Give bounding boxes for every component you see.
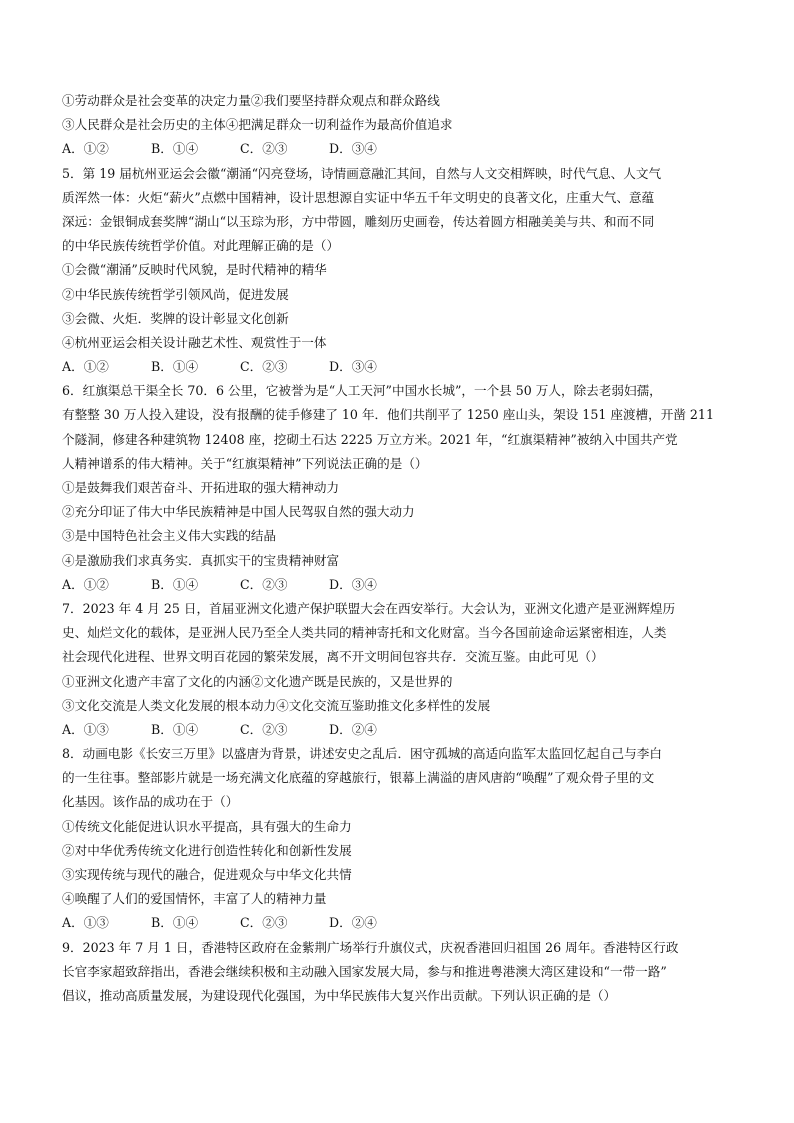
answer-choices — [62, 137, 734, 161]
question-stem-line: 的一生往事。整部影片就是一场充满文化底蕴的穿越旅行，银幕上满溢的唐风唐韵“唤醒”了观众骨子里的文 — [62, 770, 655, 786]
question-stem-line: 史、灿烂文化的载体，是亚洲人民乃至全人类共同的精神寄托和文化财富。当今各国前途命运紧密相连，人类 — [62, 625, 667, 641]
choice-d: D．②④ — [329, 721, 377, 737]
question-7 — [62, 597, 734, 742]
choice-c: C．②③ — [240, 721, 288, 737]
question-stem-line: 深远：金银铜成套奖牌“湖山“以玉琮为形，方中带圆，雕刻历史画卷，传达着圆方相融美美与共、和而不同 — [62, 213, 655, 229]
option-line: ③文化交流是人类文化发展的根本动力④文化交流互鉴助推文化多样性的发展 — [62, 697, 491, 713]
choice-d: D．③④ — [329, 141, 377, 157]
choice-d: D．③④ — [329, 359, 377, 375]
option-line: ④杭州亚运会相关设计融艺术性、观赏性于一体 — [62, 334, 327, 350]
choice-a: A．①② — [62, 141, 109, 157]
question-6 — [62, 379, 734, 597]
option-line: ①会微“潮涌”反映时代风貌，是时代精神的精华 — [62, 262, 327, 278]
question-8 — [62, 742, 734, 936]
answer-choices — [62, 355, 734, 379]
option-line: ①传统文化能促进认识水平提高，具有强大的生命力 — [62, 818, 352, 834]
choice-a: A．①③ — [62, 915, 109, 931]
option-line: ①劳动群众是社会变革的决定力量②我们要坚持群众观点和群众路线 — [62, 93, 440, 108]
question-stem-line: 8．动画电影《长安三万里》以盛唐为背景，讲述安史之乱后．困守孤城的高适向监军太监回忆起自己与李白 — [62, 746, 662, 762]
question-stem-line: 个隧洞，修建各种建筑物 12408 座，挖砌土石达 2225 万立方米。2021 年，“红旗渠精神”被纳入中国共产党 — [62, 431, 678, 447]
question-5 — [62, 162, 734, 380]
question-stem-line: 9．2023 年 7 月 1 日，香港特区政府在金紫荆广场举行升旗仪式，庆祝香港回归祖国 26 周年。香港特区行政 — [62, 939, 679, 955]
choice-a: A．①③ — [62, 721, 109, 737]
choice-a: A．①② — [62, 576, 109, 592]
question-stem-line: 有整整 30 万人投入建设，没有报酬的徒手修建了 10 年．他们共削平了 1250 座山头，架设 151 座渡槽，开凿 211 — [62, 407, 714, 423]
option-line: ①亚洲文化遗产丰富了文化的内涵②文化遗产既是民族的，又是世界的 — [62, 673, 453, 689]
question-stem-line: 5．第 19 届杭州亚运会会徽“潮涌“闪亮登场，诗情画意融汇其间，自然与人文交相辉映，时代气息、人文气 — [62, 165, 662, 181]
option-line: ②对中华优秀传统文化进行创造性转化和创新性发展 — [62, 842, 352, 858]
page-content — [62, 89, 734, 1008]
choice-d: D．②④ — [329, 915, 377, 931]
choice-b: B．①④ — [151, 915, 199, 931]
choice-c: C．②③ — [240, 141, 288, 157]
option-line: ②中华民族传统哲学引领风尚，促进发展 — [62, 286, 289, 302]
choice-d: D．③④ — [329, 576, 377, 592]
choice-b: B．①④ — [151, 141, 199, 157]
option-line: ③是中国特色社会主义伟大实践的结晶 — [62, 528, 277, 544]
option-line: ④是激励我们求真务实．真抓实干的宝贵精神财富 — [62, 552, 340, 568]
question-stem-line: 化基因。该作品的成功在于（） — [62, 794, 239, 810]
choice-b: B．①④ — [151, 359, 199, 375]
option-line: ③会微、火炬．奖牌的设计彰显文化创新 — [62, 310, 289, 326]
answer-choices — [62, 573, 734, 597]
option-line: ③人民群众是社会历史的主体④把满足群众一切利益作为最高价值追求 — [62, 117, 453, 133]
question-stem-line: 倡议，推动高质量发展，为建设现代化强国，为中华民族伟大复兴作出贡献。下列认识正确的是（） — [62, 987, 617, 1003]
choice-b: B．①④ — [151, 576, 199, 592]
question-stem-line: 6．红旗渠总干渠全长 70．6 公里，它被誉为是“人工天河”中国水长城”，一个县 50 万人，除去老弱妇孺， — [62, 383, 662, 399]
question-stem-line: 社会现代化进程、世界文明百花园的繁荣发展，离不开文明间包容共存．交流互鉴。由此可见（） — [62, 649, 604, 665]
choice-b: B．①④ — [151, 721, 199, 737]
option-line: ①是鼓舞我们艰苦奋斗、开拓进取的强大精神动力 — [62, 480, 340, 495]
question-9 — [62, 936, 734, 1009]
option-line: ④唤醒了人们的爱国情怀，丰富了人的精神力量 — [62, 891, 327, 907]
answer-choices — [62, 718, 734, 742]
question-stem-line: 的中华民族传统哲学价值。对此理解正确的是（） — [62, 238, 340, 254]
question-stem-line: 质浑然一体：火炬“薪火”点燃中国精神，设计思想源自实证中华五千年文明史的良著文化，庄重大气、意蕴 — [62, 189, 655, 205]
answer-choices — [62, 911, 734, 935]
option-line: ③实现传统与现代的融合，促进观众与中华文化共情 — [62, 867, 352, 882]
choice-c: C．②③ — [240, 576, 288, 592]
choice-c: C．②③ — [240, 359, 288, 375]
choice-a: A．①② — [62, 359, 109, 375]
option-line: ②充分印证了伟大中华民族精神是中国人民驾驭自然的强大动力 — [62, 504, 415, 520]
choice-c: C．②③ — [240, 915, 288, 931]
question-stem-line: 人精神谱系的伟大精神。关于“红旗渠精神”下列说法正确的是（） — [62, 455, 428, 471]
question-stem-line: 7．2023 年 4 月 25 日，首届亚洲文化遗产保护联盟大会在西安举行。大会认为，亚洲文化遗产是亚洲辉煌历 — [62, 600, 676, 616]
question-4-tail — [62, 89, 734, 162]
question-stem-line: 长官李家超致辞指出，香港会继续积极和主动融入国家发展大局，参与和推进粤港澳大湾区建设和“一带一路” — [62, 963, 667, 979]
